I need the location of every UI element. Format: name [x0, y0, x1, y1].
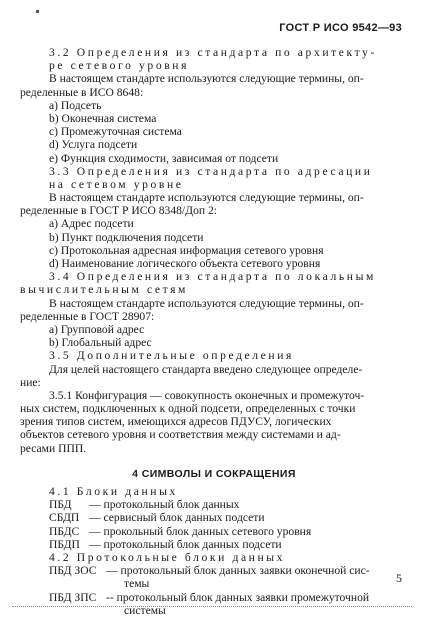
paragraph-line: ределенные в ГОСТ 28907:: [20, 309, 155, 323]
list-item: a) Групповой адрес: [49, 322, 145, 336]
abbreviation-term: ПБД ЗПС: [49, 590, 97, 604]
paragraph-line: Для целей настоящего стандарта введено следующее определе-: [49, 362, 363, 376]
list-item: b) Пункт подключения подсети: [49, 230, 204, 244]
list-item: a) Подсеть: [49, 98, 102, 112]
section-3-5-heading: 3.5 Дополнительные определения: [49, 349, 294, 363]
abbreviation-desc-cont: темы: [124, 577, 150, 591]
abbreviation-term: ПБДС: [49, 524, 80, 538]
section-3-2-heading: 3.2 Определения из стандарта по архитекту-: [49, 46, 378, 59]
abbreviation-desc: — сервисный блок данных подсети: [89, 511, 265, 525]
section-4-2-heading: 4.2 Протокольные блоки данных: [49, 550, 286, 564]
section-4-1-heading: 4.1 Блоки данных: [49, 485, 178, 498]
definition-line: ресами ППП.: [20, 441, 87, 455]
section-3-4-heading: 3.4 Определения из стандарта по локальным: [49, 270, 376, 284]
abbreviation-desc: -- протокольный блок данных заявки промежуточной: [106, 590, 370, 604]
abbreviation-row: [20, 591, 408, 604]
paragraph-line: ределенные в ГОСТ Р ИСО 8348/Доп 2:: [20, 204, 217, 218]
abbreviation-term: ПБДП: [49, 537, 80, 551]
section-4-title: 4 СИМВОЛЫ И СОКРАЩЕНИЯ: [132, 467, 296, 480]
abbreviation-desc: — прокольный блок данных сетевого уровня: [89, 524, 312, 538]
abbreviation-desc: — протокольный блок данных: [89, 498, 240, 512]
section-3-4-heading-cont: вычислительным сетям: [20, 283, 188, 297]
section-3-3-heading: 3.3 Определения из стандарта по адресации: [49, 164, 373, 178]
abbreviation-row: [20, 498, 408, 511]
paragraph-line: В настоящем стандарте используются следующие термины, оп-: [49, 72, 364, 86]
section-3-3-heading-cont: на сетевом уровне: [49, 177, 184, 191]
abbreviation-desc: — протокольный блок данных подсети: [89, 537, 282, 551]
list-item: c) Протокольная адресная информация сетевого уровня: [49, 243, 324, 257]
paragraph-line: ние:: [20, 375, 41, 389]
paragraph-line: ределенные в ИСО 8648:: [20, 85, 144, 99]
abbreviation-row: [20, 525, 408, 538]
abbreviation-row: [20, 538, 408, 551]
list-item: d) Услуга подсети: [49, 138, 138, 152]
list-item: b) Оконечная система: [49, 111, 157, 125]
abbreviation-row: [20, 564, 408, 577]
list-item: e) Функция сходимости, зависимая от подсети: [49, 151, 279, 165]
scan-mark: [36, 10, 39, 13]
definition-line: зрения типов систем, имеющихся адресов ПДУСУ, логических: [20, 415, 332, 429]
abbreviation-desc: — протокольный блок данных заявки оконечной сис-: [106, 564, 370, 578]
definition-line: 3.5.1 Конфигурация — совокупность оконечных и промежуточ-: [49, 388, 365, 402]
page-number: 5: [396, 571, 402, 585]
definition-line: объектов сетевого уровня и соответствия между системами и ад-: [20, 428, 341, 442]
abbreviation-desc-cont: системы: [124, 603, 166, 617]
list-item: c) Промежуточная система: [49, 125, 182, 139]
definition-line: ных систем, подключенных к одной подсети, определенных с точки: [20, 402, 356, 416]
section-3-2-heading-cont: ре сетевого уровня: [49, 59, 190, 73]
abbreviation-term: ПБД: [49, 498, 72, 512]
footer-rule: [12, 606, 412, 607]
abbreviation-term: СБДП: [49, 511, 80, 525]
list-item: d) Наименование логического объекта сетевого уровня: [49, 257, 321, 270]
page-header: ГОСТ Р ИСО 9542—93: [279, 22, 402, 34]
paragraph-line: В настоящем стандарте используются следующие термины, оп-: [49, 191, 364, 205]
body-text: [20, 46, 408, 617]
paragraph-line: В настоящем стандарте используются следующие термины, оп-: [49, 296, 364, 310]
abbreviation-term: ПБД ЗОС: [49, 564, 97, 578]
list-item: b) Глобальный адрес: [49, 336, 152, 350]
abbreviation-row: [20, 511, 408, 524]
list-item: a) Адрес подсети: [49, 217, 134, 231]
